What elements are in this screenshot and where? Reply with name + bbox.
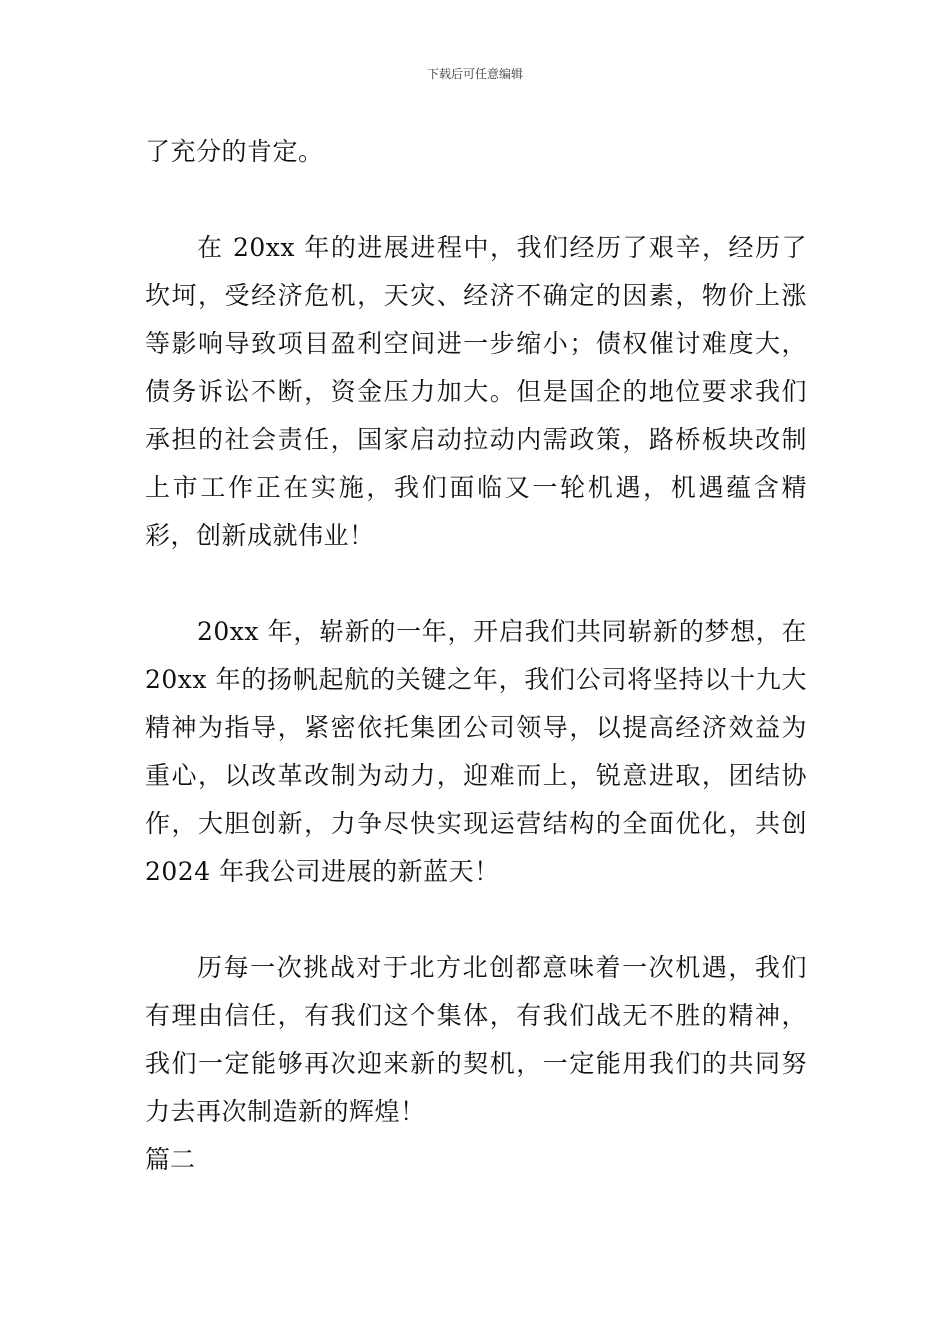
- page-header-note: 下载后可任意编辑: [426, 67, 523, 81]
- paragraph-spacer: [145, 560, 807, 608]
- section-label: 篇二: [145, 1145, 196, 1174]
- paragraph-continuation: 了充分的肯定。: [145, 137, 324, 166]
- paragraph-spacer: [145, 176, 807, 224]
- paragraph-development-process: 在 20xx 年的进展进程中，我们经历了艰辛，经历了坎坷，受经济危机，天灾、经济不确定的因素，物价上涨等影响导致项目盈利空间进一步缩小；债权催讨难度大，债务诉讼不断，资金压力加大。但是国企的地位要求我们承担的社会责任，国家启动拉动内需政策，路桥板块改制上市工作正在实施，我们面临又一轮机遇，机遇蕴含精彩，创新成就伟业！: [145, 233, 807, 550]
- document-body: [145, 128, 807, 1184]
- paragraph-spacer: [145, 896, 807, 944]
- paragraph-challenges-opportunity: 历每一次挑战对于北方北创都意味着一次机遇，我们有理由信任，有我们这个集体，有我们战无不胜的精神，我们一定能够再次迎来新的契机，一定能用我们的共同努力去再次制造新的辉煌！: [145, 953, 807, 1126]
- paragraph-new-year-goals: 20xx 年，崭新的一年，开启我们共同崭新的梦想，在 20xx 年的扬帆起航的关键之年，我们公司将坚持以十九大精神为指导，紧密依托集团公司领导，以提高经济效益为重心，以改革改制为动力，迎难而上，锐意进取，团结协作，大胆创新，力争尽快实现运营结构的全面优化，共创 2024 年我公司进展的新蓝天！: [145, 617, 807, 886]
